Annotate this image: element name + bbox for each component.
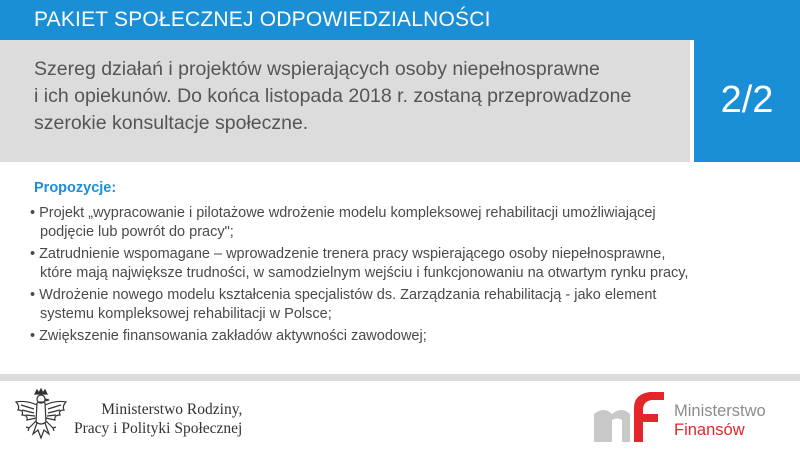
proposals-list	[34, 204, 774, 346]
page-indicator-box	[694, 40, 800, 162]
list-item	[30, 327, 774, 346]
summary-box	[0, 40, 690, 162]
list-item-line: • Zatrudnienie wspomagane – wprowadzenie trenera pracy wspierającego osoby niepełnosprawne,	[30, 245, 774, 264]
ministry-finance-name	[674, 402, 766, 440]
ministry-finance-line: Finansów	[674, 421, 745, 439]
proposals-heading: Propozycje:	[34, 180, 117, 196]
ministry-family-name	[74, 400, 242, 438]
polish-eagle-icon	[12, 388, 70, 444]
page-title: PAKIET SPOŁECZNEJ ODPOWIEDZIALNOŚCI	[34, 8, 491, 31]
ministry-finance-line: Ministerstwo	[674, 402, 766, 420]
list-item-line: systemu kompleksowej rehabilitacji w Polsce;	[40, 306, 332, 322]
summary-line: i ich opiekunów. Do końca listopada 2018 r. zostaną przeprowadzone	[34, 85, 632, 107]
page-number: 2/2	[720, 79, 774, 121]
list-item-line: które mają największe trudności, w samodzielnym wejściu i funkcjonowaniu na otwartym rynku pracy,	[40, 265, 689, 281]
list-item	[30, 245, 774, 283]
summary-line: Szereg działań i projektów wspierających osoby niepełnosprawne	[34, 58, 600, 80]
ministry-family-line: Ministerstwo Rodziny,	[101, 401, 243, 418]
proposals-section	[34, 180, 774, 349]
list-item	[30, 286, 774, 324]
list-item-line: • Wdrożenie nowego modelu kształcenia specjalistów ds. Zarządzania rehabilitacją - jako element	[30, 286, 774, 305]
list-item-line: podjęcie lub powrót do pracy";	[40, 224, 234, 240]
summary-text	[34, 56, 684, 137]
header-bar	[0, 0, 800, 40]
list-item	[30, 204, 774, 242]
ministry-family-line: Pracy i Polityki Społecznej	[74, 420, 243, 437]
mf-logo-icon	[594, 390, 666, 442]
list-item-line: • Projekt „wypracowanie i pilotażowe wdrożenie modelu kompleksowej rehabilitacji umożliwiającej	[30, 204, 774, 223]
list-item-line: • Zwiększenie finansowania zakładów aktywności zawodowej;	[30, 327, 774, 346]
footer-divider	[0, 374, 800, 381]
summary-line: szerokie konsultacje społeczne.	[34, 112, 309, 134]
